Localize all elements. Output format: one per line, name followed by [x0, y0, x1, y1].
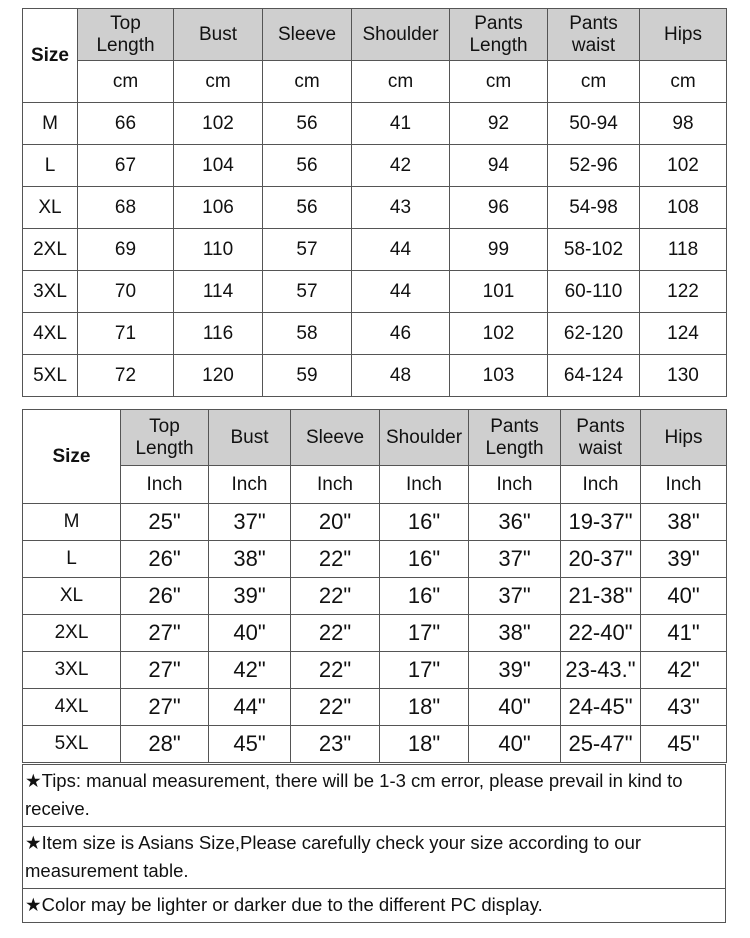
cm-size-cell: 4XL — [23, 313, 78, 355]
cm-table-body — [23, 103, 727, 397]
inch-value-cell: 25-47" — [561, 726, 641, 763]
inch-value-cell: 18" — [380, 689, 469, 726]
inch-table-row — [23, 541, 727, 578]
unit-cell: cm — [174, 61, 263, 103]
inch-value-cell: 38" — [209, 541, 291, 578]
inch-value-cell: 20" — [291, 504, 380, 541]
inch-table-row — [23, 615, 727, 652]
cm-value-cell: 56 — [263, 187, 352, 229]
cm-value-cell: 56 — [263, 103, 352, 145]
cm-value-cell: 116 — [174, 313, 263, 355]
inch-value-cell: 22" — [291, 615, 380, 652]
inch-value-cell: 16" — [380, 541, 469, 578]
inch-table-row — [23, 578, 727, 615]
cm-value-cell: 62-120 — [548, 313, 640, 355]
inch-bust-header: Bust — [230, 426, 269, 448]
inch-table-body — [23, 504, 727, 763]
inch-value-cell: 23-43." — [561, 652, 641, 689]
inch-value-cell: 45" — [641, 726, 727, 763]
cm-header-cell — [78, 9, 174, 61]
inch-value-cell: 23" — [291, 726, 380, 763]
inch-size-header: Size — [23, 410, 121, 504]
cm-value-cell: 48 — [352, 355, 450, 397]
inch-header-cell — [121, 410, 209, 466]
cm-value-cell: 114 — [174, 271, 263, 313]
inch-value-cell: 27" — [121, 689, 209, 726]
cm-value-cell: 44 — [352, 271, 450, 313]
inch-header-cell — [380, 410, 469, 466]
inch-pants-length-header: Pants Length — [485, 415, 544, 459]
cm-value-cell: 52-96 — [548, 145, 640, 187]
inch-value-cell: 17" — [380, 652, 469, 689]
cm-value-cell: 99 — [450, 229, 548, 271]
inch-value-cell: 20-37" — [561, 541, 641, 578]
cm-header-row — [23, 9, 727, 61]
inch-value-cell: 39" — [469, 652, 561, 689]
inch-value-cell: 39" — [209, 578, 291, 615]
cm-value-cell: 71 — [78, 313, 174, 355]
inch-top-length-header: Top Length — [135, 415, 194, 459]
inch-header-row — [23, 410, 727, 466]
inch-header-cell — [209, 410, 291, 466]
inch-value-cell: 22" — [291, 652, 380, 689]
cm-value-cell: 41 — [352, 103, 450, 145]
cm-value-cell: 56 — [263, 145, 352, 187]
inch-unit-row — [23, 466, 727, 504]
cm-pants-waist-header: Pants waist — [569, 12, 618, 56]
cm-table-row — [23, 103, 727, 145]
inch-value-cell: 22" — [291, 689, 380, 726]
unit-cell: cm — [548, 61, 640, 103]
cm-value-cell: 60-110 — [548, 271, 640, 313]
inch-header-cell — [469, 410, 561, 466]
inch-value-cell: 38" — [641, 504, 727, 541]
cm-value-cell: 58-102 — [548, 229, 640, 271]
inch-size-cell: M — [23, 504, 121, 541]
inch-value-cell: 22-40" — [561, 615, 641, 652]
cm-value-cell: 68 — [78, 187, 174, 229]
inch-table-row — [23, 689, 727, 726]
cm-table-row — [23, 145, 727, 187]
cm-bust-header: Bust — [198, 23, 238, 45]
cm-value-cell: 54-98 — [548, 187, 640, 229]
cm-size-cell: 3XL — [23, 271, 78, 313]
inch-value-cell: 16" — [380, 578, 469, 615]
inch-value-cell: 45" — [209, 726, 291, 763]
unit-cell: Inch — [380, 466, 469, 504]
unit-cell: cm — [352, 61, 450, 103]
cm-value-cell: 120 — [174, 355, 263, 397]
inch-value-cell: 17" — [380, 615, 469, 652]
inch-hips-header: Hips — [664, 426, 703, 448]
cm-value-cell: 102 — [640, 145, 727, 187]
inch-value-cell: 27" — [121, 615, 209, 652]
cm-size-cell: 5XL — [23, 355, 78, 397]
inch-value-cell: 28" — [121, 726, 209, 763]
cm-value-cell: 64-124 — [548, 355, 640, 397]
inch-pants-waist-header: Pants waist — [576, 415, 625, 459]
cm-value-cell: 59 — [263, 355, 352, 397]
inch-value-cell: 26" — [121, 541, 209, 578]
inch-value-cell: 21-38" — [561, 578, 641, 615]
cm-value-cell: 50-94 — [548, 103, 640, 145]
inch-value-cell: 40" — [469, 689, 561, 726]
inch-value-cell: 22" — [291, 578, 380, 615]
inch-value-cell: 40" — [209, 615, 291, 652]
cm-value-cell: 106 — [174, 187, 263, 229]
cm-header-cell — [640, 9, 727, 61]
unit-cell: cm — [450, 61, 548, 103]
inch-size-cell: 3XL — [23, 652, 121, 689]
inch-value-cell: 27" — [121, 652, 209, 689]
unit-cell: cm — [640, 61, 727, 103]
cm-hips-header: Hips — [663, 23, 702, 45]
note-tips: ★Tips: manual measurement, there will be 1-3 cm error, please prevail in kind to receive. — [23, 765, 725, 827]
cm-table-row — [23, 271, 727, 313]
cm-value-cell: 122 — [640, 271, 727, 313]
cm-value-cell: 102 — [450, 313, 548, 355]
inch-value-cell: 42" — [641, 652, 727, 689]
inch-size-cell: XL — [23, 578, 121, 615]
unit-cell: Inch — [209, 466, 291, 504]
inch-sleeve-header: Sleeve — [305, 426, 365, 448]
cm-pants-length-header: Pants Length — [469, 12, 528, 56]
cm-value-cell: 118 — [640, 229, 727, 271]
cm-value-cell: 101 — [450, 271, 548, 313]
inch-table-row — [23, 504, 727, 541]
cm-table-row — [23, 229, 727, 271]
cm-value-cell: 69 — [78, 229, 174, 271]
inch-value-cell: 16" — [380, 504, 469, 541]
size-chart-cm — [22, 8, 727, 397]
cm-value-cell: 103 — [450, 355, 548, 397]
note-asian-size: ★Item size is Asians Size,Please carefully check your size according to our measurement table. — [23, 827, 725, 889]
cm-size-cell: 2XL — [23, 229, 78, 271]
inch-value-cell: 39" — [641, 541, 727, 578]
inch-value-cell: 26" — [121, 578, 209, 615]
cm-header-cell — [263, 9, 352, 61]
unit-cell: Inch — [121, 466, 209, 504]
inch-value-cell: 43" — [641, 689, 727, 726]
cm-value-cell: 58 — [263, 313, 352, 355]
cm-value-cell: 96 — [450, 187, 548, 229]
cm-shoulder-header: Shoulder — [362, 23, 439, 45]
inch-table-row — [23, 652, 727, 689]
cm-value-cell: 67 — [78, 145, 174, 187]
cm-value-cell: 92 — [450, 103, 548, 145]
inch-header-cell — [561, 410, 641, 466]
unit-cell: Inch — [641, 466, 727, 504]
inch-value-cell: 18" — [380, 726, 469, 763]
inch-size-cell: L — [23, 541, 121, 578]
cm-value-cell: 104 — [174, 145, 263, 187]
inch-value-cell: 40" — [469, 726, 561, 763]
unit-cell: Inch — [561, 466, 641, 504]
inch-value-cell: 24-45" — [561, 689, 641, 726]
unit-cell: Inch — [469, 466, 561, 504]
inch-value-cell: 38" — [469, 615, 561, 652]
cm-value-cell: 43 — [352, 187, 450, 229]
cm-size-cell: L — [23, 145, 78, 187]
unit-cell: cm — [263, 61, 352, 103]
cm-value-cell: 46 — [352, 313, 450, 355]
inch-table-row — [23, 726, 727, 763]
cm-header-cell — [450, 9, 548, 61]
cm-value-cell: 44 — [352, 229, 450, 271]
inch-value-cell: 37" — [469, 578, 561, 615]
inch-value-cell: 19-37" — [561, 504, 641, 541]
inch-size-cell: 5XL — [23, 726, 121, 763]
inch-value-cell: 42" — [209, 652, 291, 689]
cm-value-cell: 70 — [78, 271, 174, 313]
cm-header-cell — [174, 9, 263, 61]
cm-table-row — [23, 187, 727, 229]
inch-value-cell: 37" — [469, 541, 561, 578]
cm-value-cell: 94 — [450, 145, 548, 187]
cm-size-cell: XL — [23, 187, 78, 229]
notes-box — [22, 764, 726, 923]
cm-value-cell: 102 — [174, 103, 263, 145]
unit-cell: cm — [78, 61, 174, 103]
cm-value-cell: 66 — [78, 103, 174, 145]
cm-value-cell: 72 — [78, 355, 174, 397]
cm-value-cell: 42 — [352, 145, 450, 187]
cm-table-row — [23, 313, 727, 355]
size-chart-inch — [22, 409, 727, 763]
cm-top-length-header: Top Length — [96, 12, 155, 56]
inch-value-cell: 36" — [469, 504, 561, 541]
inch-value-cell: 41" — [641, 615, 727, 652]
cm-header-cell — [352, 9, 450, 61]
cm-value-cell: 110 — [174, 229, 263, 271]
inch-value-cell: 40" — [641, 578, 727, 615]
cm-size-header: Size — [23, 9, 78, 103]
note-color: ★Color may be lighter or darker due to the different PC display. — [25, 894, 543, 915]
cm-value-cell: 108 — [640, 187, 727, 229]
inch-size-cell: 2XL — [23, 615, 121, 652]
unit-cell: Inch — [291, 466, 380, 504]
inch-value-cell: 22" — [291, 541, 380, 578]
cm-sleeve-header: Sleeve — [277, 23, 337, 45]
cm-value-cell: 130 — [640, 355, 727, 397]
cm-value-cell: 57 — [263, 271, 352, 313]
cm-value-cell: 124 — [640, 313, 727, 355]
inch-value-cell: 37" — [209, 504, 291, 541]
cm-header-cell — [548, 9, 640, 61]
inch-value-cell: 25" — [121, 504, 209, 541]
inch-value-cell: 44" — [209, 689, 291, 726]
cm-value-cell: 57 — [263, 229, 352, 271]
inch-header-cell — [291, 410, 380, 466]
cm-value-cell: 98 — [640, 103, 727, 145]
inch-header-cell — [641, 410, 727, 466]
inch-size-cell: 4XL — [23, 689, 121, 726]
cm-unit-row — [23, 61, 727, 103]
cm-table-row — [23, 355, 727, 397]
cm-size-cell: M — [23, 103, 78, 145]
inch-shoulder-header: Shoulder — [385, 426, 463, 448]
